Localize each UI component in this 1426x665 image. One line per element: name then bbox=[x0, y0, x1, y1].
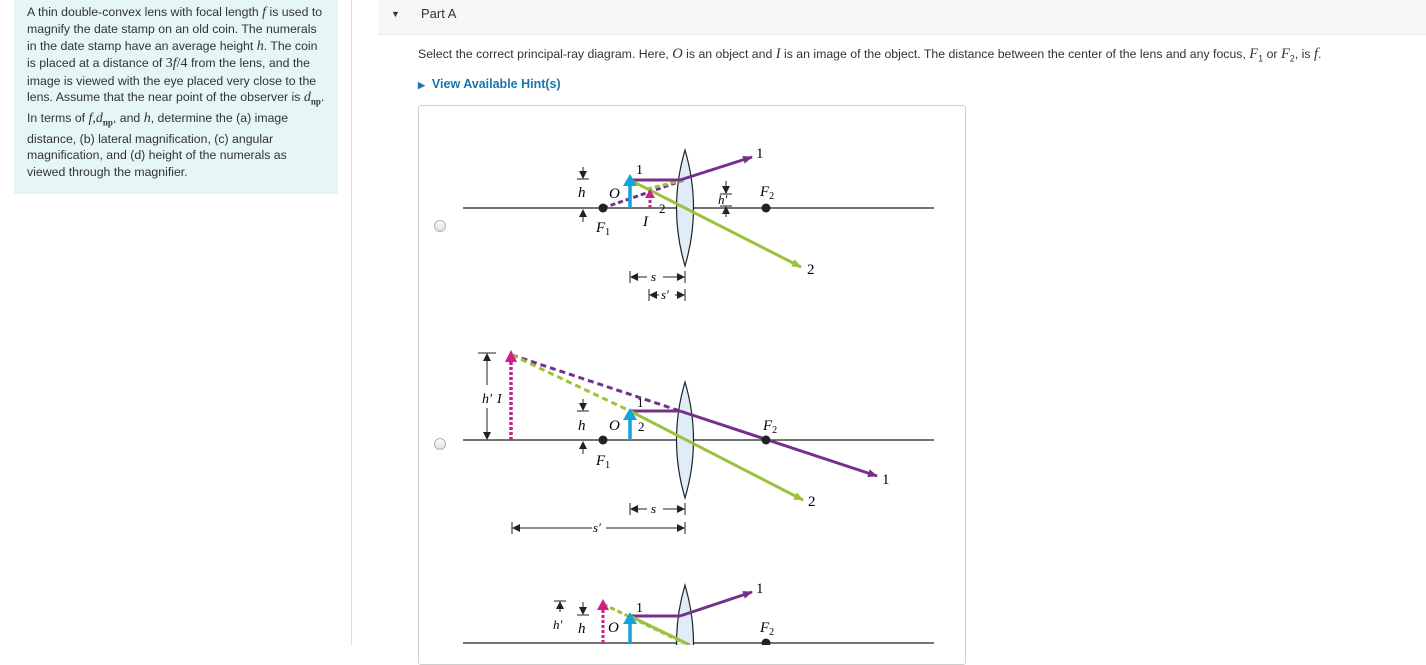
label-f2: $F_2$ bbox=[760, 620, 775, 638]
focus-point-f2 bbox=[762, 436, 771, 445]
problem-text-fragment: /4 bbox=[176, 56, 188, 72]
problem-text-fragment: 3 bbox=[165, 56, 173, 72]
problem-text-fragment: , and bbox=[112, 110, 144, 125]
problem-text-fragment: . The coin is placed at a distance of bbox=[27, 38, 318, 71]
label-ray-1-end: 1 bbox=[882, 472, 890, 488]
problem-text-fragment: f bbox=[262, 5, 267, 20]
label-i: I bbox=[643, 214, 648, 230]
problem-text-fragment: np bbox=[310, 96, 321, 107]
label-ray-2: 2 bbox=[659, 201, 666, 216]
label-f2: $F_2$ bbox=[760, 184, 775, 202]
diagram-option-2 bbox=[463, 350, 934, 535]
problem-text-fragment: d bbox=[95, 110, 103, 126]
label-f2: $F_2$ bbox=[763, 418, 778, 436]
label-h: h bbox=[578, 418, 586, 434]
problem-text-fragment: , determine the (a) image distance, (b) lateral magnification, (c) angular magnification, and (d) height of the numerals as viewed through the magnifier. bbox=[27, 110, 289, 179]
problem-text-fragment: . In terms of bbox=[27, 90, 325, 125]
label-f1: $F_1$ bbox=[596, 453, 611, 471]
label-s: s bbox=[651, 501, 657, 516]
label-f1: $F_1$ bbox=[596, 220, 611, 238]
label-h-prime: h′ bbox=[482, 392, 493, 407]
label-i: I bbox=[497, 392, 502, 407]
part-title: Part A bbox=[421, 6, 457, 21]
label-ray-1-end: 1 bbox=[756, 146, 764, 162]
collapse-triangle-icon[interactable]: ▼ bbox=[391, 9, 400, 19]
label-o: O bbox=[609, 186, 620, 202]
ray-1-refracted bbox=[680, 592, 752, 616]
label-h: h bbox=[578, 185, 586, 201]
diagram-option-1 bbox=[463, 146, 934, 302]
label-ray-2: 2 bbox=[638, 419, 645, 434]
problem-text-fragment: f bbox=[172, 56, 177, 72]
question-instructions: Select the correct principal-ray diagram. Here, O is an object and I is an image of the object. The distance between the center of the lens and any focus, $F_1$ or $F_2$, is f. bbox=[418, 46, 1322, 64]
problem-text-fragment: h bbox=[143, 110, 151, 126]
problem-text-fragment: f bbox=[88, 110, 93, 126]
problem-text-fragment: , bbox=[92, 110, 96, 126]
label-h-prime: h′ bbox=[553, 617, 563, 632]
problem-text-fragment: d bbox=[303, 90, 311, 106]
focus-point-f1 bbox=[599, 436, 608, 445]
problem-text-fragment: from the lens, and the image is viewed with the eye placed very close to the lens. Assume that the near point of the observer is bbox=[27, 56, 317, 105]
problem-text-fragment: is used to magnify the date stamp on an old coin. The numerals in the date stamp have an average height bbox=[27, 5, 323, 53]
label-h-prime: h′ bbox=[718, 192, 728, 207]
virtual-ray-1 bbox=[512, 355, 680, 411]
label-h: h bbox=[578, 621, 586, 637]
expand-triangle-icon: ▶ bbox=[418, 80, 425, 90]
problem-text-fragment: np bbox=[102, 117, 113, 128]
label-o: O bbox=[609, 418, 620, 434]
virtual-ray-2 bbox=[512, 355, 630, 411]
focus-point-f2 bbox=[762, 639, 771, 646]
label-o: O bbox=[608, 620, 619, 636]
ray-1-refracted bbox=[680, 411, 877, 476]
diagram-option-3 bbox=[463, 581, 934, 645]
problem-text-fragment: A thin double-convex lens with focal length bbox=[27, 5, 263, 19]
focus-point-f1 bbox=[599, 204, 608, 213]
label-ray-2-end: 2 bbox=[808, 494, 816, 510]
label-ray-1-end: 1 bbox=[756, 581, 764, 597]
label-ray-2-end: 2 bbox=[807, 262, 815, 278]
label-ray-1: 1 bbox=[637, 395, 644, 410]
focus-point-f2 bbox=[762, 204, 771, 213]
ray-2 bbox=[630, 180, 801, 267]
label-s: s bbox=[651, 269, 657, 284]
view-hints-link[interactable]: ▶ View Available Hint(s) bbox=[418, 77, 561, 91]
label-s-prime: s′ bbox=[593, 520, 601, 535]
label-ray-1: 1 bbox=[636, 601, 643, 616]
ray-1-refracted bbox=[680, 157, 752, 180]
label-ray-1: 1 bbox=[636, 163, 643, 178]
problem-text-fragment: h bbox=[256, 38, 264, 54]
label-s-prime: s′ bbox=[661, 287, 669, 302]
